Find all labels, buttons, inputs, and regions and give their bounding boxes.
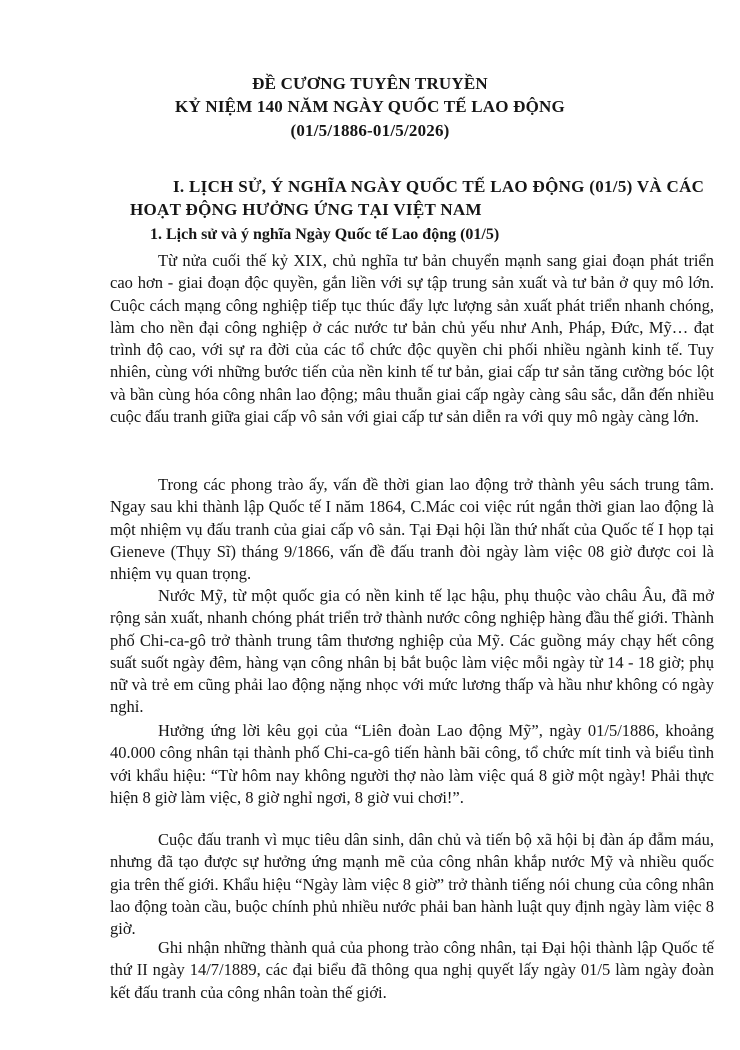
paragraph-2: Trong các phong trào ấy, vấn đề thời gian lao động trở thành yêu sách trung tâm. Ngay sau khi thành lập Quốc tế I năm 1864, C.Mác coi việc rút ngắn thời gian lao động là một nhiệm vụ đấu tranh của giai cấp vô sản. Tại Đại hội lần thứ nhất của Quốc tế I họp tại Gieneve (Thụy Sĩ) tháng 9/1866, vấn đề đấu tranh đòi ngày làm việc 08 giờ được coi là nhiệm vụ quan trọng. <box>110 475 714 584</box>
paragraph-4: Hưởng ứng lời kêu gọi của “Liên đoàn Lao động Mỹ”, ngày 01/5/1886, khoảng 40.000 công nhân tại thành phố Chi-ca-gô tiến hành bãi công, tổ chức mít tinh và biểu tình với khẩu hiệu: “Từ hôm nay không người thợ nào làm việc quá 8 giờ một ngày! Phải thực hiện 8 giờ làm việc, 8 giờ nghỉ ngơi, 8 giờ vui chơi!”. <box>110 721 714 807</box>
paragraph-3: Nước Mỹ, từ một quốc gia có nền kinh tế lạc hậu, phụ thuộc vào châu Âu, đã mở rộng sản xuất, nhanh chóng phát triển trở thành nước công nghiệp hàng đầu thế giới. Thành phố Chi-ca-gô trở thành trung tâm thương nghiệp của Mỹ. Các guồng máy chạy hết công suất suốt ngày đêm, hàng vạn công nhân bị bắt buộc làm việc mỗi ngày từ 14 - 18 giờ; phụ nữ và trẻ em cũng phải lao động nặng nhọc với mức lương thấp và hầu như không có ngày nghỉ. <box>110 586 714 717</box>
section-heading-line-1: I. LỊCH SỬ, Ý NGHĨA NGÀY QUỐC TẾ LAO ĐỘNG (01/5) VÀ CÁC <box>173 177 705 196</box>
paragraph-6: Ghi nhận những thành quả của phong trào công nhân, tại Đại hội thành lập Quốc tế thứ II ngày 14/7/1889, các đại biểu đã thông qua nghị quyết lấy ngày 01/5 làm ngày đoàn kết đấu tranh của công nhân toàn thế giới. <box>110 938 714 1002</box>
subsection-heading: 1. Lịch sử và ý nghĩa Ngày Quốc tế Lao động (01/5) <box>150 226 500 243</box>
paragraph-5: Cuộc đấu tranh vì mục tiêu dân sinh, dân chủ và tiến bộ xã hội bị đàn áp đẫm máu, nhưng đã tạo được sự hưởng ứng mạnh mẽ của công nhân khắp nước Mỹ và nhiều quốc gia trên thế giới. Khẩu hiệu “Ngày làm việc 8 giờ” trở thành tiếng nói chung của công nhân lao động toàn cầu, buộc chính phủ nhiều nước phải ban hành luật quy định ngày làm việc 8 giờ. <box>110 830 714 939</box>
document-title-line-1: ĐỀ CƯƠNG TUYÊN TRUYỀN <box>252 74 488 93</box>
section-heading-line-2: HOẠT ĐỘNG HƯỞNG ỨNG TẠI VIỆT NAM <box>130 200 482 219</box>
document-title-line-2: KỶ NIỆM 140 NĂM NGÀY QUỐC TẾ LAO ĐỘNG <box>175 97 565 116</box>
document-title-dates: (01/5/1886-01/5/2026) <box>290 121 450 140</box>
paragraph-1: Từ nửa cuối thế kỷ XIX, chủ nghĩa tư bản chuyển mạnh sang giai đoạn phát triển cao hơn - giai đoạn độc quyền, gắn liền với sự tập trung sản xuất và tư bản ở quy mô lớn. Cuộc cách mạng công nghiệp tiếp tục thúc đẩy lực lượng sản xuất phát triển nhanh chóng, làm cho nền đại công nghiệp ở các nước tư bản chủ yếu như Anh, Pháp, Đức, Mỹ… đạt trình độ cao, với sự ra đời của các tổ chức độc quyền chi phối nhiều ngành kinh tế. Tuy nhiên, cùng với những bước tiến của nền kinh tế tư bản, giai cấp tư sản tăng cường bóc lột và bần cùng hóa công nhân lao động; mâu thuẫn giai cấp ngày càng sâu sắc, dẫn đến nhiều cuộc đấu tranh giữa giai cấp vô sản với giai cấp tư sản diễn ra với quy mô ngày càng lớn. <box>110 251 714 427</box>
